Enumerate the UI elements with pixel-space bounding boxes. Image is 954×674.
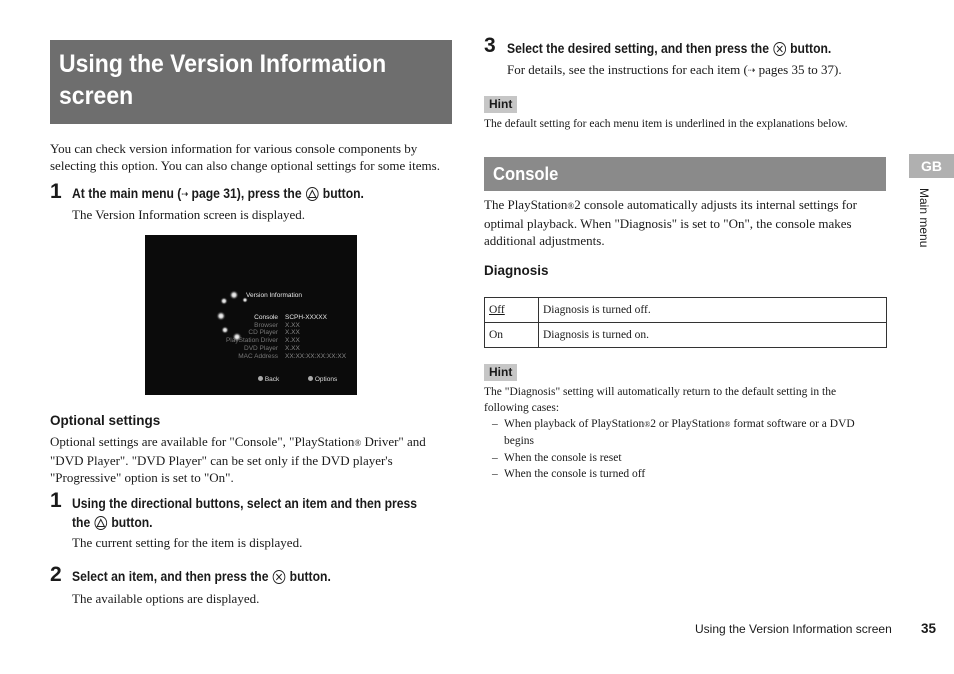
section-side-label: Main menu xyxy=(917,188,931,248)
footer-title: Using the Version Information screen xyxy=(695,622,892,636)
hint-badge: Hint xyxy=(484,364,517,381)
triangle-button-icon xyxy=(308,376,313,381)
step-title: Select an item, and then press the button. xyxy=(72,569,331,584)
title-banner xyxy=(50,40,452,124)
screen-back: Back xyxy=(258,376,279,383)
console-section-banner xyxy=(484,157,886,191)
description-cell: Diagnosis is turned on. xyxy=(539,323,887,348)
screen-row: MAC Address XX:XX:XX:XX:XX:XX xyxy=(238,352,347,360)
screen-rows xyxy=(185,314,355,360)
optional-settings-heading: Optional settings xyxy=(50,413,161,428)
step-title: Using the directional buttons, select an item and then press the button. xyxy=(72,496,417,530)
diagnosis-table xyxy=(484,297,887,348)
step-description: The available options are displayed. xyxy=(72,591,260,606)
region-tab: GB xyxy=(909,154,954,178)
step-number: 1 xyxy=(50,489,62,512)
step-description: The Version Information screen is displayed. xyxy=(72,207,305,222)
step-title: At the main menu (⇢ page 31), press the button. xyxy=(72,186,364,201)
description-cell: Diagnosis is turned off. xyxy=(539,298,887,323)
optional-settings-paragraph: Optional settings are available for "Console", "PlayStation® Driver" and "DVD Player". "DVD Player" can be set only if the DVD player's "Progressive" option is set to "On". xyxy=(50,434,426,485)
screen-row: Browser X.XX xyxy=(254,321,300,329)
screen-options: Options xyxy=(308,376,337,383)
console-paragraph: The PlayStation®2 console automatically adjusts its internal settings for optimal playback. When "Diagnosis" is set to "On", the console makes additional adjustments. xyxy=(484,197,857,248)
triangle-button-icon xyxy=(306,187,319,201)
version-info-screenshot xyxy=(145,235,357,395)
page-number: 35 xyxy=(921,621,937,636)
step-number: 2 xyxy=(50,563,62,586)
list-item: – When playback of PlayStation®2 or PlayStation® format software or a DVD xyxy=(492,418,855,430)
step-number: 3 xyxy=(484,34,496,57)
screen-title: Version Information xyxy=(246,292,303,299)
screen-row: DVD Player X.XX xyxy=(244,344,300,352)
option-cell: Off xyxy=(485,298,539,323)
circle-button-icon xyxy=(258,376,263,381)
screen-row: CD Player X.XX xyxy=(248,329,300,337)
triangle-button-icon xyxy=(95,516,108,530)
page-title: Using the Version Information screen xyxy=(59,50,387,110)
screen-row: Console SCPH-XXXXX xyxy=(254,314,327,321)
intro-paragraph: You can check version information for various console components by selecting this option. You can also change optional settings for some items. xyxy=(50,141,440,173)
section-heading: Console xyxy=(493,164,559,184)
step-description: The current setting for the item is displayed. xyxy=(72,535,303,550)
diagnosis-heading: Diagnosis xyxy=(484,263,549,278)
table-row xyxy=(485,323,887,348)
hint-list: – When playback of PlayStation®2 or PlayStation® format software or a DVD begins – When the console is reset – When the console is turned off xyxy=(492,416,892,482)
step-number: 1 xyxy=(50,180,62,203)
step-description: For details, see the instructions for each item (⇢ pages 35 to 37). xyxy=(507,62,842,77)
hint-badge: Hint xyxy=(484,96,517,113)
cross-button-icon xyxy=(773,42,786,56)
reference-arrow-icon: ⇢ xyxy=(181,190,189,200)
step-title: Select the desired setting, and then press the button. xyxy=(507,41,832,56)
reference-arrow-icon: ⇢ xyxy=(747,66,756,76)
list-item: – When the console is turned off xyxy=(492,468,646,480)
option-cell: On xyxy=(485,323,539,348)
hint-text: The "Diagnosis" setting will automatically return to the default setting in the following cases: xyxy=(484,386,837,414)
hint-text: The default setting for each menu item is underlined in the explanations below. xyxy=(484,118,848,130)
list-item: – When the console is reset xyxy=(492,452,622,464)
table-row xyxy=(485,298,887,323)
screen-row: PlayStation Driver X.XX xyxy=(225,337,300,345)
cross-button-icon xyxy=(273,570,286,584)
